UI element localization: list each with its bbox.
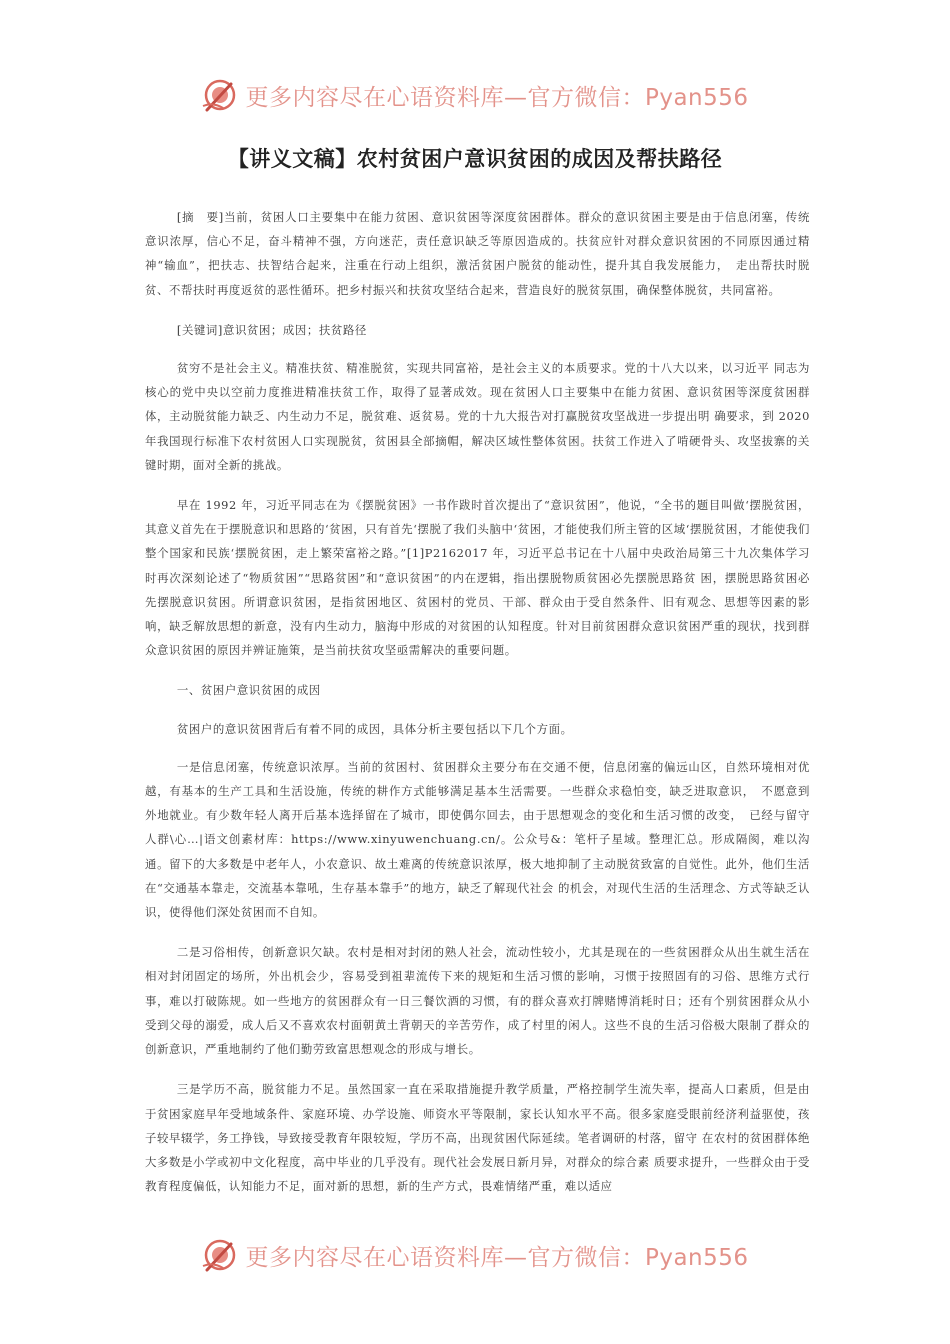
section-heading: 一、贫困户意识贫困的成因: [176, 683, 321, 698]
watermark-banner-bottom: [0, 1236, 950, 1274]
body-paragraph: 早在 1992 年，习近平同志在为《摆脱贫困》一书作跋时首次提出了“意识贫困”，他说，“全书的题目叫做‘摆脱贫困，其意义首先在于摆脱意识和思路的‘贫困，只有首先‘摆脱了我们头脑中‘贫困，才能使我们所主管的区域‘摆脱贫困，才能使我们整个国家和民族‘摆脱贫困，走上繁荣富裕之路。”[1]P2162017 年，习近平总书记在十八届中央政治局第三十九次集体学习时再次深刻论述了“物质贫困”“思路贫困”和“意识贫困”的内在逻辑，指出摆脱物质贫困必先摆脱思路贫 困，摆脱思路贫困必先摆脱意识贫困。所谓意识贫困，是指贫困地区、贫困村的党员、干部、群众由于受自然条件、旧有观念、思想等因素的影响，缺乏解放思想的新意，没有内生动力，脑海中形成的对贫困的认知程度。针对目前贫困群众意识贫困严重的现状，找到群众意识贫困的原因并辨证施策，是当前扶贫攻坚亟需解决的重要问题。: [145, 498, 810, 658]
body-paragraph: 三是学历不高，脱贫能力不足。虽然国家一直在采取措施提升教学质量，严格控制学生流失率，提高人口素质，但是由于贫困家庭早年受地域条件、家庭环境、办学设施、师资水平等限制，家长认知水平不高。很多家庭受眼前经济利益驱使，孩子较早辍学，务工挣钱，导致接受教育年限较短，学历不高，出现贫困代际延续。笔者调研的村落，留守 在农村的贫困群体绝大多数是小学或初中文化程度，高中毕业的几乎没有。现代社会发展日新月异，对群众的综合素 质要求提升，一些群众由于受教育程度偏低，认知能力不足，面对新的思想，新的生产方式，畏难情绪严重，难以适应: [145, 1082, 810, 1194]
body-paragraph: 一是信息闭塞，传统意识浓厚。当前的贫困村、贫困群众主要分布在交通不便，信息闭塞的偏远山区，自然环境相对优越，有基本的生产工具和生活设施，传统的耕作方式能够满足基本生活需要。一些群众求稳怕变，缺乏进取意识， 不愿意到外地就业。有少数年轻人离开后基本选择留在了城市，即使偶尔回去，由于思想观念的变化和生活习惯的改变， 已经与留守人群\心…|语文创素材库：https://www.xinyuwenchuang.cn/。公众号&：笔杆子星域。整理汇总。形成隔阂，难以沟通。留下的大多数是中老年人，小农意识、故土难离的传统意识浓厚，极大地抑制了主动脱贫致富的自觉性。此外，他们生活在“交通基本靠走，交流基本靠吼，生存基本靠手”的地方，缺乏了解现代社会 的机会，对现代生活的生活理念、方式等缺乏认识，使得他们深处贫困而不自知。: [145, 759, 810, 920]
keywords-paragraph: [关键词]意识贫困；成因；扶贫路径: [176, 322, 367, 337]
body-paragraph: 二是习俗相传，创新意识欠缺。农村是相对封闭的熟人社会，流动性较小，尤其是现在的一些贫困群众从出生就生活在相对封闭固定的场所，外出机会少，容易受到祖辈流传下来的规矩和生活习惯的影响，习惯于按照固有的习俗、思维方式行事，难以打破陈规。如一些地方的贫困群众有一日三餐饮酒的习惯，有的群众喜欢打牌赌博消耗时日；还有个别贫困群众从小受到父母的溺爱，成人后又不喜欢农村面朝黄土背朝天的辛苦劳作，成了村里的闲人。这些不良的生活习俗极大限制了群众的创新意识，严重地制约了他们勤劳致富思想观念的形成与增长。: [145, 945, 810, 1057]
sun-pen-logo-icon: [201, 1236, 241, 1274]
watermark-text: 更多内容尽在心语资料库—官方微信：Pyan556: [245, 84, 749, 111]
body-paragraph: 贫穷不是社会主义。精准扶贫、精准脱贫，实现共同富裕，是社会主义的本质要求。党的十八大以来，以习近平 同志为核心的党中央以空前力度推进精准扶贫工作，取得了显著成效。现在贫困人口主要集中在能力贫困、意识贫困等深度贫困群体，主动脱贫能力缺乏、内生动力不足，脱贫难、返贫易。党的十九大报告对打赢脱贫攻坚战进一步提出明 确要求，到 2020 年我国现行标准下农村贫困人口实现脱贫，贫困县全部摘帽，解决区域性整体贫困。扶贫工作进入了啃硬骨头、攻坚拔寨的关键时期，面对全新的挑战。: [145, 361, 810, 472]
watermark-text: 更多内容尽在心语资料库—官方微信：Pyan556: [245, 1244, 749, 1271]
body-paragraph: 贫困户的意识贫困背后有着不同的成因，具体分析主要包括以下几个方面。: [176, 721, 573, 736]
sun-pen-logo-icon: [201, 76, 241, 114]
watermark-banner-top: [0, 76, 950, 114]
document-title: 【讲义文稿】农村贫困户意识贫困的成因及帮扶路径: [227, 147, 723, 171]
document-body: [145, 205, 810, 1214]
abstract-paragraph: [摘 要]当前，贫困人口主要集中在能力贫困、意识贫困等深度贫困群体。群众的意识贫困主要是由于信息闭塞，传统意识浓厚，信心不足，奋斗精神不强，方向迷茫，责任意识缺乏等原因造成的。扶贫应针对群众意识贫困的不同原因通过精神“输血”，把扶志、扶智结合起来，注重在行动上组织，激活贫困户脱贫的能动性，提升其自我发展能力， 走出帮扶时脱贫、不帮扶时再度返贫的恶性循环。把乡村振兴和扶贫攻坚结合起来，营造良好的脱贫氛围，确保整体脱贫，共同富裕。: [145, 210, 810, 297]
